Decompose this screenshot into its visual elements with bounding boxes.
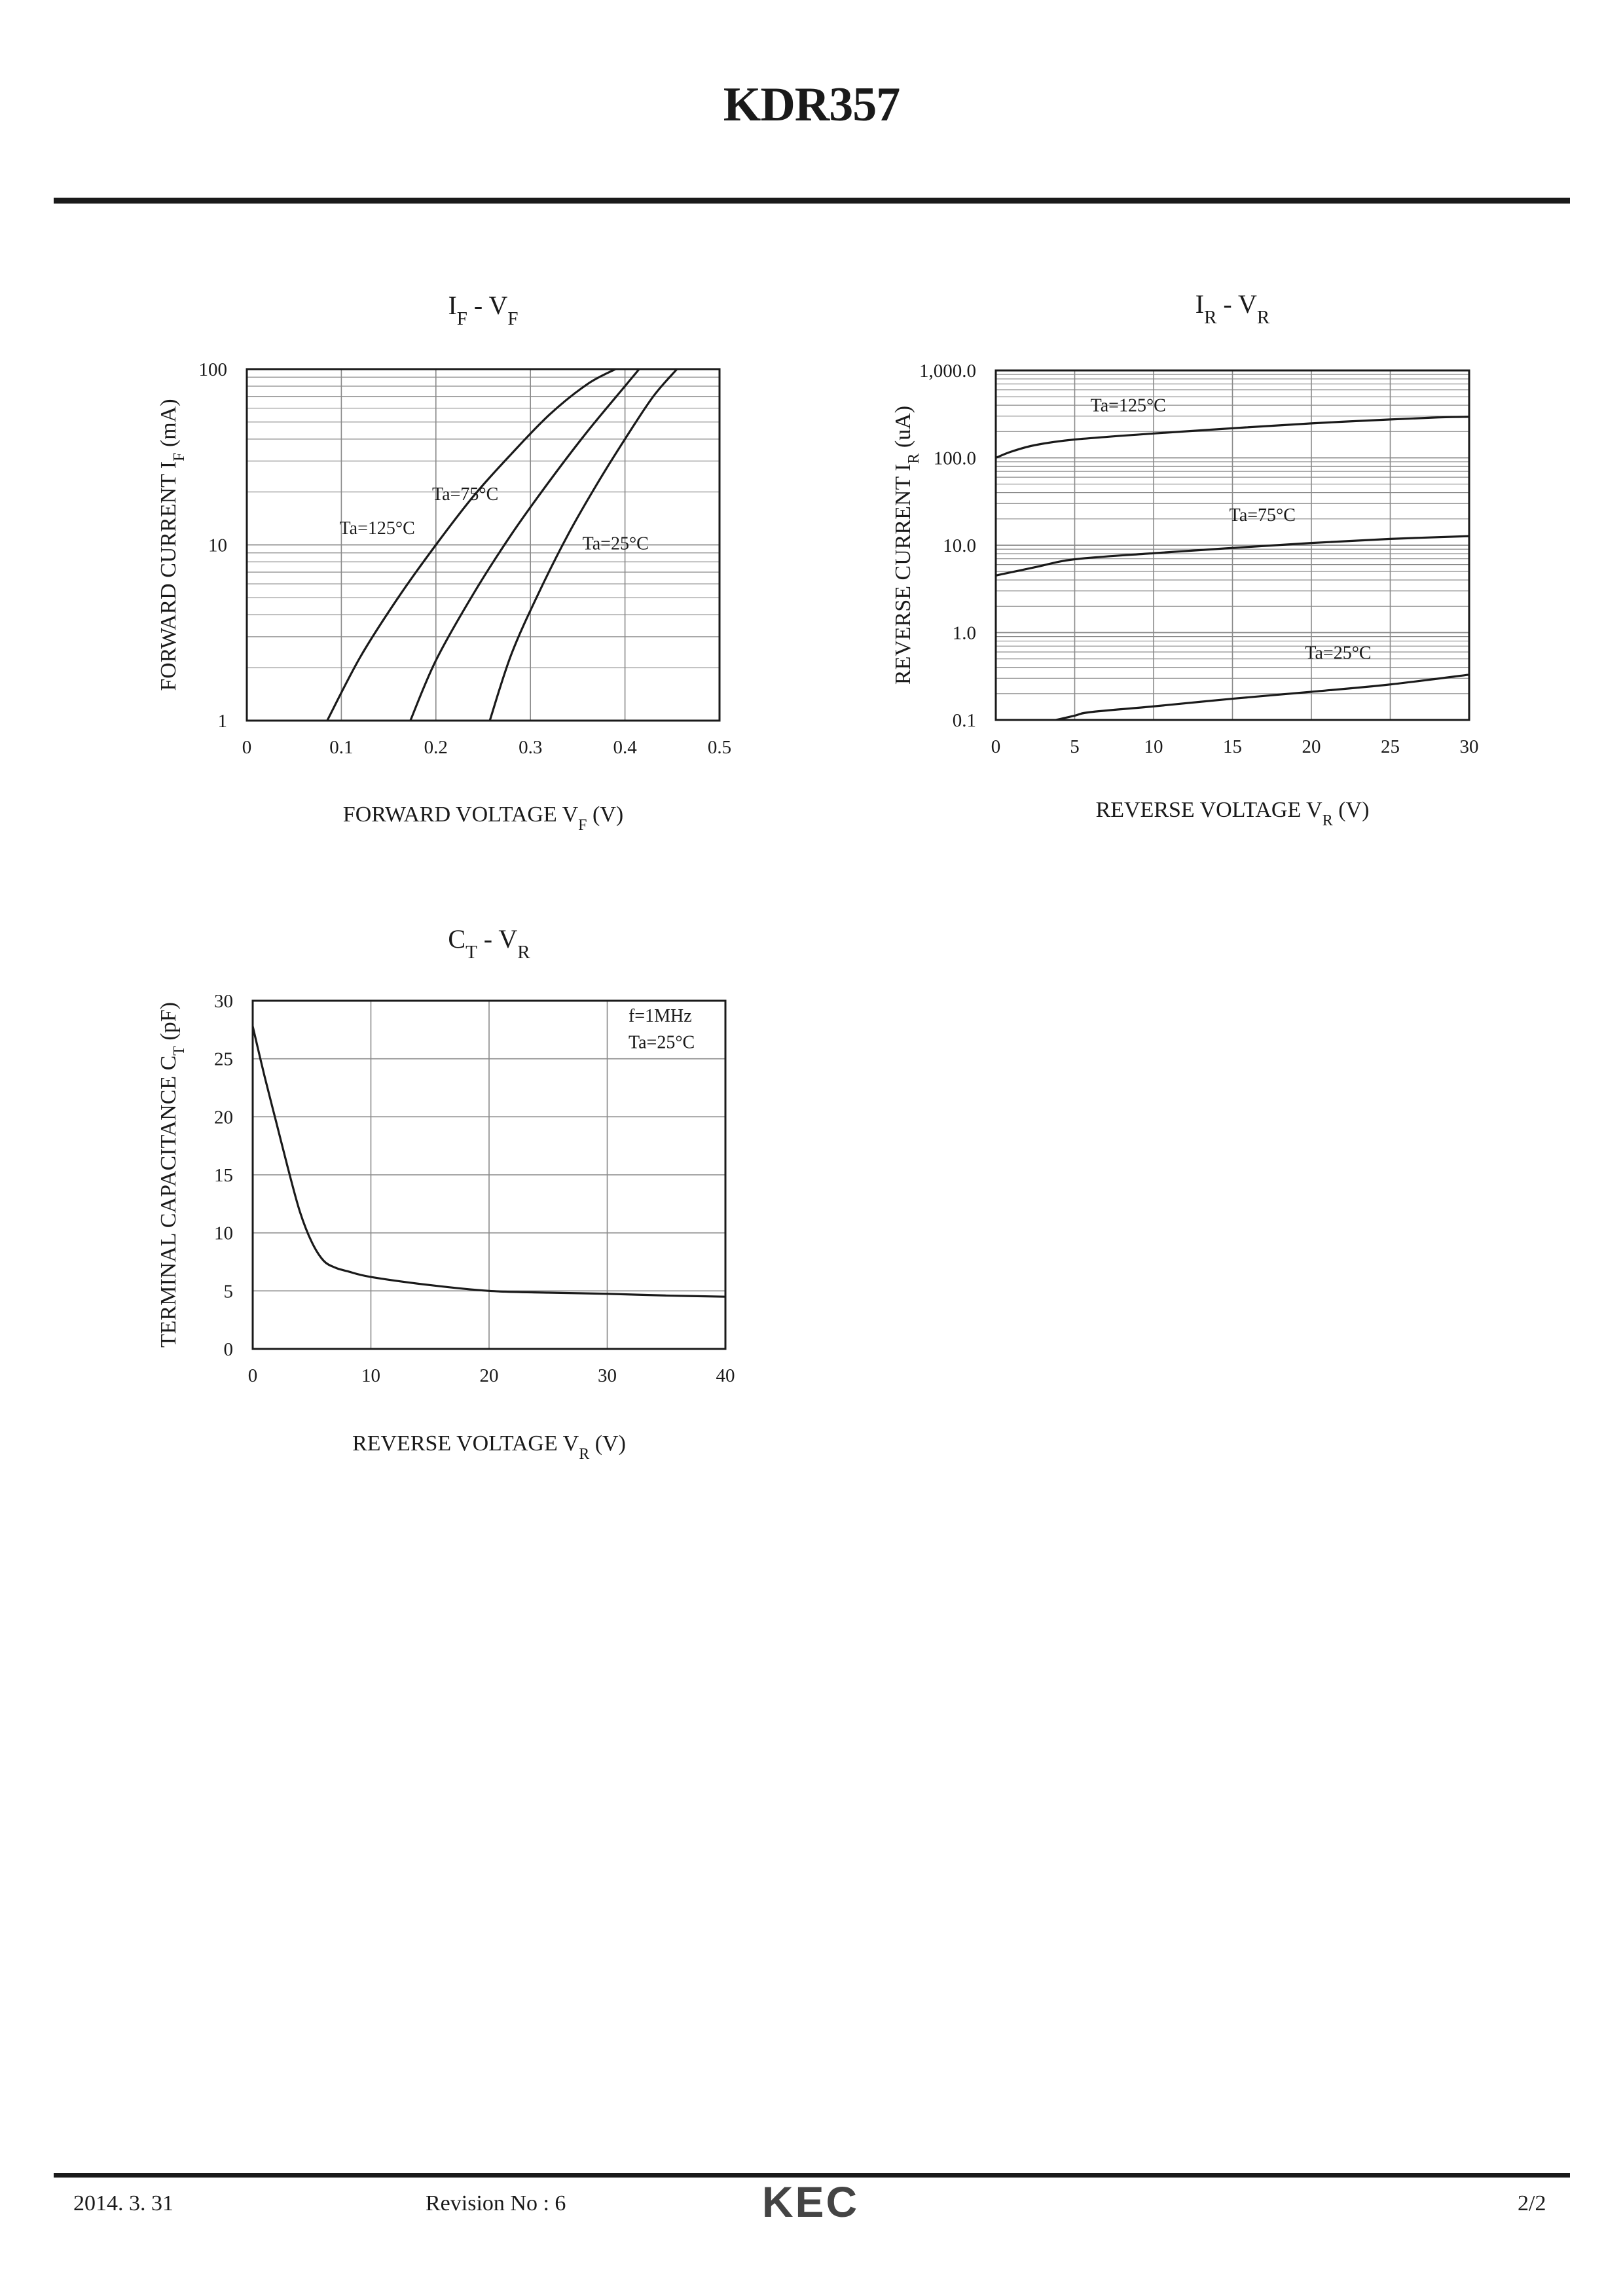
y-tick-label: 10	[214, 1223, 233, 1244]
y-axis-label: REVERSE CURRENT $I_R$ (uA)	[891, 405, 922, 685]
x-tick-label: 0.4	[613, 737, 637, 758]
annotation-label: Ta=25°C	[628, 1032, 695, 1053]
annotation-label: Ta=125°C	[339, 518, 415, 539]
y-tick-label: 0.1	[952, 710, 976, 731]
x-tick-label: 10	[361, 1365, 380, 1386]
chart-title: $I_F - V_F$	[448, 291, 519, 329]
chart-ct-vr	[0, 0, 786, 1505]
x-axis-label: FORWARD VOLTAGE $V_F$ (V)	[342, 802, 624, 834]
footer-revision: Revision No : 6	[426, 2191, 566, 2215]
annotation-label: Ta=25°C	[1305, 643, 1372, 664]
x-axis-label: REVERSE VOLTAGE $V_R$ (V)	[352, 1431, 626, 1463]
x-tick-label: 0.3	[519, 737, 543, 758]
x-tick-label: 30	[1459, 736, 1479, 757]
y-tick-label: 10	[208, 535, 227, 556]
footer-date: 2014. 3. 31	[73, 2191, 173, 2215]
y-tick-label: 1,000.0	[919, 361, 976, 382]
y-tick-label: 100.0	[933, 448, 976, 469]
x-tick-label: 0.1	[329, 737, 354, 758]
annotation-label: Ta=75°C	[432, 484, 499, 505]
annotation-label: Ta=75°C	[1229, 505, 1296, 526]
x-tick-label: 25	[1381, 736, 1400, 757]
grid	[996, 370, 1469, 720]
x-tick-label: 0.5	[707, 737, 732, 758]
chart-title: $I_R - V_R$	[1195, 289, 1270, 328]
y-tick-label: 1.0	[952, 622, 976, 644]
grid	[253, 1001, 725, 1349]
annotation-label: f=1MHz	[628, 1005, 692, 1026]
footer-page-number: 2/2	[1518, 2191, 1546, 2215]
y-tick-label: 100	[198, 359, 227, 380]
y-axis-label: FORWARD CURRENT $I_F$ (mA)	[156, 399, 188, 691]
y-tick-label: 25	[214, 1049, 233, 1070]
y-tick-label: 0	[223, 1339, 233, 1360]
x-tick-label: 10	[1144, 736, 1163, 757]
y-tick-label: 1	[217, 711, 227, 732]
page-title: KDR357	[723, 78, 900, 132]
x-tick-label: 40	[716, 1365, 735, 1386]
y-tick-label: 15	[214, 1165, 233, 1186]
kec-logo-text: KEC	[761, 2179, 860, 2225]
x-tick-label: 0	[242, 737, 252, 758]
x-tick-label: 30	[598, 1365, 617, 1386]
x-tick-label: 0	[247, 1365, 258, 1386]
x-tick-label: 15	[1223, 736, 1242, 757]
kec-logo	[752, 2179, 869, 2225]
y-tick-label: 10.0	[943, 535, 976, 556]
y-axis-label: TERMINAL CAPACITANCE $C_T$ (pF)	[156, 1002, 188, 1348]
x-tick-label: 0	[991, 736, 1001, 757]
annotation-label: Ta=125°C	[1090, 395, 1166, 416]
series-curve-25c	[1056, 675, 1469, 720]
x-tick-label: 0.2	[424, 737, 448, 758]
y-tick-label: 30	[214, 991, 233, 1012]
x-tick-label: 5	[1070, 736, 1080, 757]
chart-title: $C_T - V_R$	[448, 924, 530, 963]
x-axis-label: REVERSE VOLTAGE $V_R$ (V)	[1095, 798, 1370, 829]
footer-rule	[54, 2173, 1570, 2178]
x-tick-label: 20	[1302, 736, 1321, 757]
x-tick-label: 20	[479, 1365, 499, 1386]
y-tick-label: 5	[223, 1281, 233, 1302]
annotation-label: Ta=25°C	[582, 533, 649, 554]
y-tick-label: 20	[214, 1107, 233, 1128]
